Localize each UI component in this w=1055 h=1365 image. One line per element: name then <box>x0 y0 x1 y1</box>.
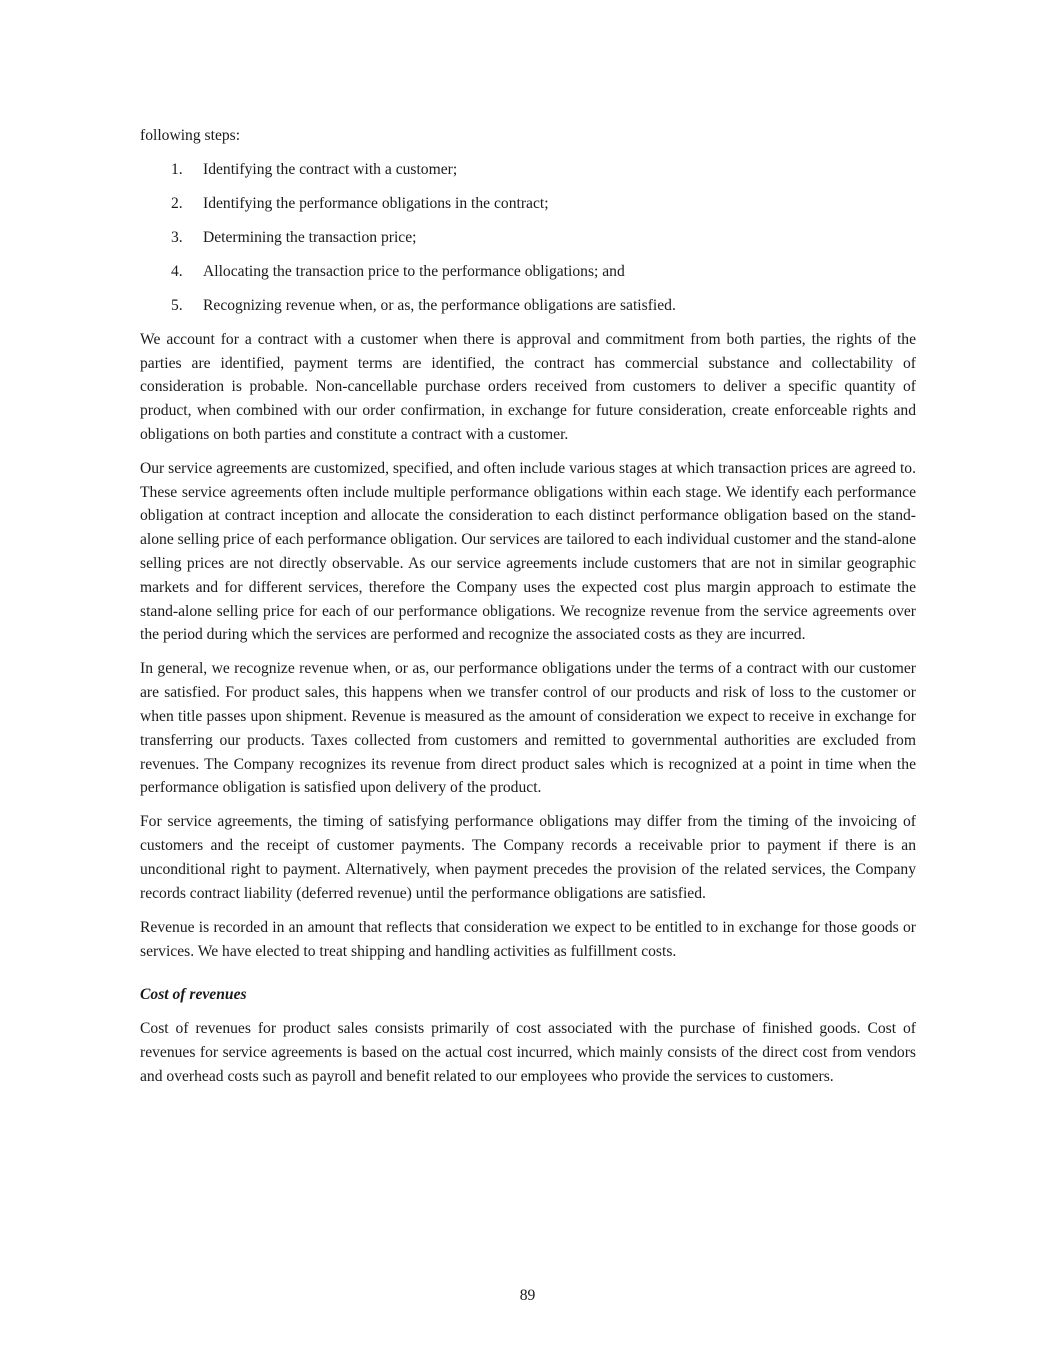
step-text: Identifying the performance obligations in the contract; <box>203 194 549 212</box>
steps-list <box>140 158 916 318</box>
paragraph-service-agreements: Our service agreements are customized, specified, and often include various stages at which transaction prices are agreed to. These service agreements often include multiple performance obligations within each stage. We identify each performance obligation at contract inception and allocate the consideration to each distinct performance obligation based on the stand-alone selling price of each performance obligation. Our services are tailored to each individual customer and the stand-alone selling prices are not directly observable. As our service agreements include customers that are not in similar geographic markets and for different services, therefore the Company uses the expected cost plus margin approach to estimate the stand-alone selling price for each of our performance obligations. We recognize revenue from the service agreements over the period during which the services are performed and recognize the associated costs as they are incurred. <box>140 459 916 644</box>
step-text: Allocating the transaction price to the performance obligations; and <box>203 262 625 280</box>
paragraph-revenue-recognition: In general, we recognize revenue when, or as, our performance obligations under the terms of a contract with our customer are satisfied. For product sales, this happens when we transfer control of our products and risk of loss to the customer or when title passes upon shipment. Revenue is measured as the amount of consideration we expect to receive in exchange for transferring our products. Taxes collected from customers and remitted to governmental authorities are excluded from revenues. The Company recognizes its revenue from direct product sales which is recognized at a point in time when the performance obligation is satisfied upon delivery of the product. <box>140 660 916 797</box>
step-number: 3. <box>171 228 183 246</box>
section-heading-cost-of-revenues: Cost of revenues <box>140 986 247 1004</box>
step-text: Determining the transaction price; <box>203 228 417 246</box>
page-number: 89 <box>519 1287 536 1304</box>
step-number: 1. <box>171 160 183 178</box>
lead-text: following steps: <box>140 127 241 144</box>
list-item <box>140 158 916 182</box>
paragraph-contract-accounting: We account for a contract with a customer when there is approval and commitment from both parties, the rights of the parties are identified, payment terms are identified, the contract has commercial substance and collectability of consideration is probable. Non-cancellable purchase orders received from customers to deliver a specific quantity of product, when combined with our order confirmation, in exchange for future consideration, create enforceable rights and obligations on both parties and constitute a contract with a customer. <box>140 330 916 443</box>
step-number: 5. <box>171 296 183 314</box>
step-number: 4. <box>171 262 183 280</box>
paragraph-timing: For service agreements, the timing of satisfying performance obligations may differ from the timing of the invoicing of customers and the receipt of customer payments. The Company records a receivable prior to payment if there is an unconditional right to payment. Alternatively, when payment precedes the provision of the related services, the Company records contract liability (deferred revenue) until the performance obligations are satisfied. <box>140 813 916 902</box>
list-item <box>140 294 916 318</box>
paragraph-revenue-recorded: Revenue is recorded in an amount that reflects that consideration we expect to be entitled to in exchange for those goods or services. We have elected to treat shipping and handling activities as fulfillment costs. <box>140 918 916 960</box>
list-item <box>140 226 916 250</box>
page-content <box>140 124 916 1099</box>
list-item <box>140 192 916 216</box>
step-text: Identifying the contract with a customer; <box>203 160 458 178</box>
step-text: Recognizing revenue when, or as, the performance obligations are satisfied. <box>203 296 676 314</box>
step-number: 2. <box>171 194 183 212</box>
list-item <box>140 260 916 284</box>
paragraph-cost-of-revenues: Cost of revenues for product sales consists primarily of cost associated with the purchase of finished goods. Cost of revenues for service agreements is based on the actual cost incurred, which mainly consists of the direct cost from vendors and overhead costs such as payroll and benefit related to our employees who provide the services to customers. <box>140 1020 916 1085</box>
